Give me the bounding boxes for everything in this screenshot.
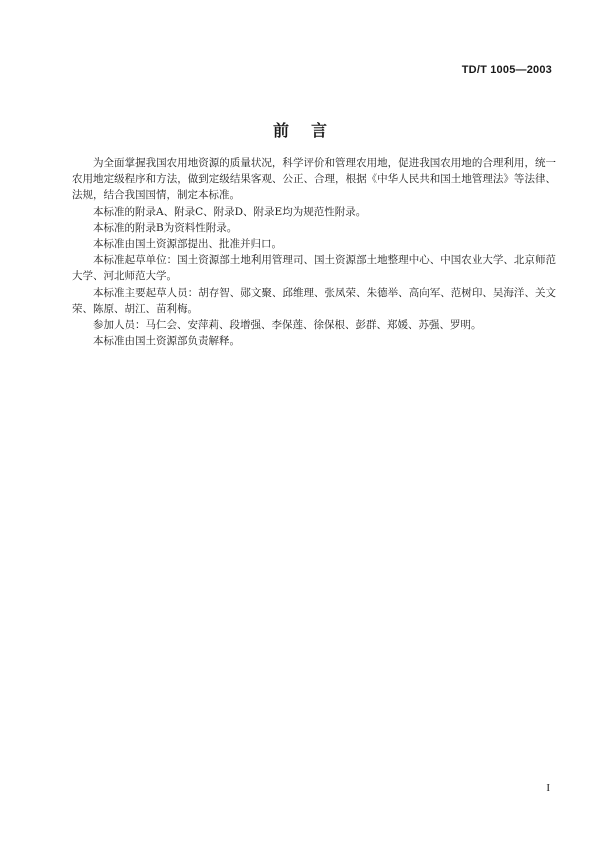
paragraph-participants: 参加人员：马仁会、安萍莉、段增强、李保莲、徐保根、彭群、郑媛、苏强、罗明。 xyxy=(93,319,482,332)
paragraph-main-drafters: 本标准主要起草人员：胡存智、郧文聚、邱维理、张凤荣、朱德举、高向军、范树印、吴海洋、关文荣、陈原、胡江、苗利梅。 xyxy=(72,286,556,315)
page-number: I xyxy=(546,782,550,794)
standard-code: TD/T 1005—2003 xyxy=(461,64,552,76)
paragraph-drafting-units: 本标准起草单位：国土资源部土地利用管理司、国土资源部土地整理中心、中国农业大学、北京师范大学、河北师范大学。 xyxy=(72,254,556,283)
paragraph-interpretation: 本标准由国土资源部负责解释。 xyxy=(93,335,240,348)
paragraph-informative-annex: 本标准的附录B为资料性附录。 xyxy=(93,221,238,234)
paragraph-proposer: 本标准由国土资源部提出、批准并归口。 xyxy=(93,238,282,251)
foreword-body xyxy=(72,155,556,349)
paragraph-intro: 为全面掌握我国农用地资源的质量状况，科学评价和管理农用地，促进我国农用地的合理利用，统一农用地定级程序和方法，做到定级结果客观、公正、合理，根据《中华人民共和国土地管理法》等法律、法规，结合我国国情，制定本标准。 xyxy=(72,157,556,202)
paragraph-normative-annexes: 本标准的附录A、附录C、附录D、附录E均为规范性附录。 xyxy=(93,205,367,218)
page-title: 前言 xyxy=(272,121,349,140)
